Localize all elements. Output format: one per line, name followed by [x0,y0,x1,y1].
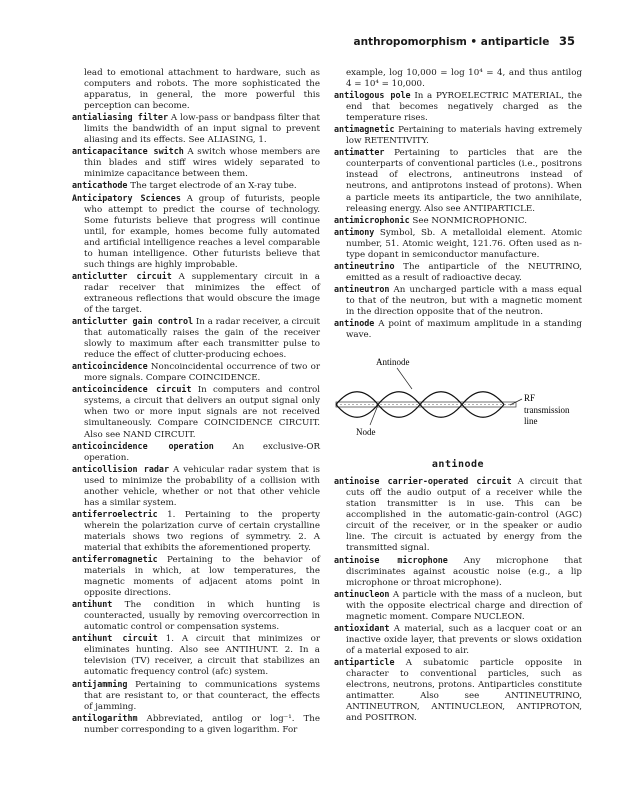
label-rf: RF [524,393,536,404]
entry-headword: anticoincidence [72,361,148,372]
dictionary-entry [72,441,320,464]
entry-definition: A circuit that cuts off the audio output of a receiver while the station transmitter is in use. This can be accomplished in the automatic-gain-control (AGC) circuit of the receiver, or in the speaker or audio line. The circuit is actuated by energy from the transmitted signal. [346,477,583,554]
continued-text [72,68,320,112]
dictionary-entry [334,90,582,124]
entry-definition: In a PYROELECTRIC MATERIAL, the end that becomes negatively charged as the temperature rises. [346,91,582,124]
dictionary-entry [72,464,320,509]
entry-definition: example, log 10,000 = log 10⁴ = 4, and thus antilog 4 = 10⁴ = 10,000. [346,68,582,90]
dictionary-entry [72,713,320,736]
left-column [72,68,320,736]
label-node: Node [356,427,376,438]
entry-definition: The target electrode of an X-ray tube. [127,181,297,192]
dictionary-entry [72,112,320,146]
entry-definition: The antiparticle of the NEUTRINO, emitted as a result of radioactive decay. [346,261,582,283]
dictionary-entry [72,633,320,678]
entry-headword: anticapacitance switch [72,146,184,157]
entry-definition: A particle with the mass of a nucleon, but with the opposite electrical charge and direction of magnetic moment. Compare NUCLEON. [346,589,582,622]
entry-headword: antinoise carrier-operated circuit [334,476,512,487]
dictionary-entry [334,657,582,724]
entry-definition: See NONMICROPHONIC. [409,215,528,226]
dictionary-entry [72,384,320,440]
entry-definition: A group of futurists, people who attempt to predict the course of technology. Some futurists believe that progress will continue until, for example, homes become fully automated and artificial intelligence reaches a level comparable to human intelligence. Other futurists believe that such things are highly improbable. [84,193,320,270]
right-column [334,68,582,724]
antinode-pointer [397,368,412,389]
dictionary-entry [72,509,320,554]
dictionary-entry [72,679,320,713]
entry-headword: antineutrino [334,260,395,271]
dictionary-entry [334,215,582,227]
dictionary-entry [334,147,582,214]
antinode-figure [334,349,582,470]
dictionary-entry [72,193,320,271]
entry-headword: antijamming [72,678,128,689]
entry-definition: A material, such as a lacquer coat or an inactive oxide layer, that prevents or slows oxidation of a material exposed to air. [346,623,582,656]
entry-definition: Abbreviated, antilog or log⁻¹. The number corresponding to a given logarithm. For [84,713,320,735]
entry-headword: antilogous pole [334,90,411,101]
entry-definition: A low-pass or bandpass filter that limits the bandwidth of an input signal to prevent aliasing and its effects. See ALIASING, 1. [84,113,320,146]
label-line: line [524,416,538,427]
entry-headword: antimony [334,226,375,237]
entry-headword: antinode [334,318,375,329]
entry-headword: antioxidant [334,622,390,633]
running-head: anthropomorphism • antiparticle [353,36,550,48]
entry-headword: antihunt circuit [72,633,158,644]
dictionary-entry [72,316,320,361]
entry-definition: A supplementary circuit in a radar receiver that minimizes the effect of extraneous reflections that would obscure the image of the target. [84,271,320,315]
entry-headword: antimagnetic [334,124,395,135]
entry-definition: In computers and control systems, a circuit that delivers an output signal only when two or more input signals are not received simultaneously. Compare COINCIDENCE CIRCUIT. Also see NAND CIRCUIT. [84,385,320,440]
dictionary-entry [334,227,582,261]
dictionary-entry [334,261,582,284]
dictionary-entry [72,554,320,599]
standing-wave-diagram [334,349,582,457]
entry-definition: An uncharged particle with a mass equal to that of the neutron, but with a magnetic moment in the direction opposite that of the neutron. [346,284,582,317]
entry-definition: Pertaining to communications systems that are resistant to, or that counteract, the effects of jamming. [84,679,320,712]
entry-headword: antialiasing filter [72,112,168,123]
entry-definition: A switch whose members are thin blades and stiff wires widely separated to minimize capacitance between them. [84,147,320,180]
entry-headword: antinoise microphone [334,554,448,565]
page-header [353,34,575,48]
entry-definition: 1. A circuit that minimizes or eliminates hunting. Also see ANTIHUNT. 2. In a television (TV) receiver, a circuit that stabilizes an automatic frequency control (afc) system. [84,634,320,678]
entry-headword: antihunt [72,599,113,610]
entry-headword: anticlutter circuit [72,270,172,281]
label-transmission: transmission [524,405,570,416]
dictionary-entry [72,180,320,192]
entry-definition: An exclusive-OR operation. [84,441,320,463]
entry-headword: antiparticle [334,656,395,667]
node-pointer [370,405,378,425]
entry-definition: A point of maximum amplitude in a standing wave. [346,319,582,341]
entry-headword: antimatter [334,147,385,158]
entry-headword: anticathode [72,180,128,191]
entry-definition: Pertaining to particles that are the counterparts of conventional particles (i.e., positrons instead of electrons, antineutrons instead of neutrons, and antiprotons instead of protons). When a particle meets its antiparticle, the two annihilate, releasing energy. Also see ANTIPARTICLE. [346,148,582,214]
dictionary-entry [334,476,582,554]
dictionary-entry [72,361,320,384]
dictionary-entry [334,623,582,657]
entry-definition: 1. Pertaining to the property wherein the polarization curve of certain crystalline materials shows two regions of symmetry. 2. A material that exhibits the aforementioned property. [84,509,320,553]
entry-definition: A subatomic particle opposite in character to conventional particles, such as electrons, neutrons, protons. Antiparticles constitute antimatter. Also see ANTINEUTRINO, ANTINEUTRON, ANTINUCLEON, ANTIPROTON, and POSITRON. [346,657,582,724]
figure-caption: antinode [431,459,485,471]
entry-definition: Symbol, Sb. A metalloidal element. Atomic number, 51. Atomic weight, 121.76. Often used as n-type dopant in semiconductor manufacture. [346,227,582,260]
dictionary-entry [334,318,582,341]
entry-definition: A vehicular radar system that is used to minimize the probability of a collision with another vehicle, whether or not that other vehicle has a similar system. [84,464,320,508]
entry-definition: Noncoincidental occurrence of two or more signals. Compare COINCIDENCE. [84,362,320,384]
dictionary-entry [334,589,582,623]
entry-headword: antilogarithm [72,712,138,723]
dictionary-entry [72,271,320,316]
page-number: 35 [558,34,575,48]
entry-definition: Pertaining to the behavior of materials in which, at low temperatures, the magnetic moments of adjacent atoms point in opposite directions. [84,555,320,599]
dictionary-entry [72,599,320,633]
continued-text [334,68,582,90]
entry-headword: anticoincidence circuit [72,384,192,395]
entry-headword: antimicrophonic [334,214,410,225]
dictionary-entry [334,124,582,147]
entry-definition: In a radar receiver, a circuit that automatically raises the gain of the receiver slowly to maximum after each transmitter pulse to reduce the effect of clutter-producing echoes. [84,317,320,361]
entry-definition: Pertaining to materials having extremely low RETENTIVITY. [346,125,582,147]
entry-headword: antineutron [334,283,390,294]
entry-headword: antinucleon [334,588,390,599]
entry-headword: anticlutter gain control [72,316,194,327]
dictionary-entry [72,146,320,180]
entry-headword: anticollision radar [72,463,170,474]
entry-headword: antiferroelectric [72,508,158,519]
entry-headword: antiferromagnetic [72,554,158,565]
label-antinode: Antinode [376,357,410,368]
entry-definition: The condition in which hunting is counteracted, usually by removing overcorrection in automatic control or compensation systems. [84,600,320,633]
entry-definition: lead to emotional attachment to hardware, such as computers and robots. The more sophisticated the apparatus, in general, the more powerful this perception can become. [84,68,320,112]
entry-definition: Any microphone that discriminates against acoustic noise (e.g., a lip microphone or throat microphone). [346,555,582,588]
dictionary-entry [334,284,582,318]
dictionary-entry [334,555,582,589]
entry-headword: Anticipatory Sciences [72,192,181,203]
entry-headword: anticoincidence operation [72,440,214,451]
